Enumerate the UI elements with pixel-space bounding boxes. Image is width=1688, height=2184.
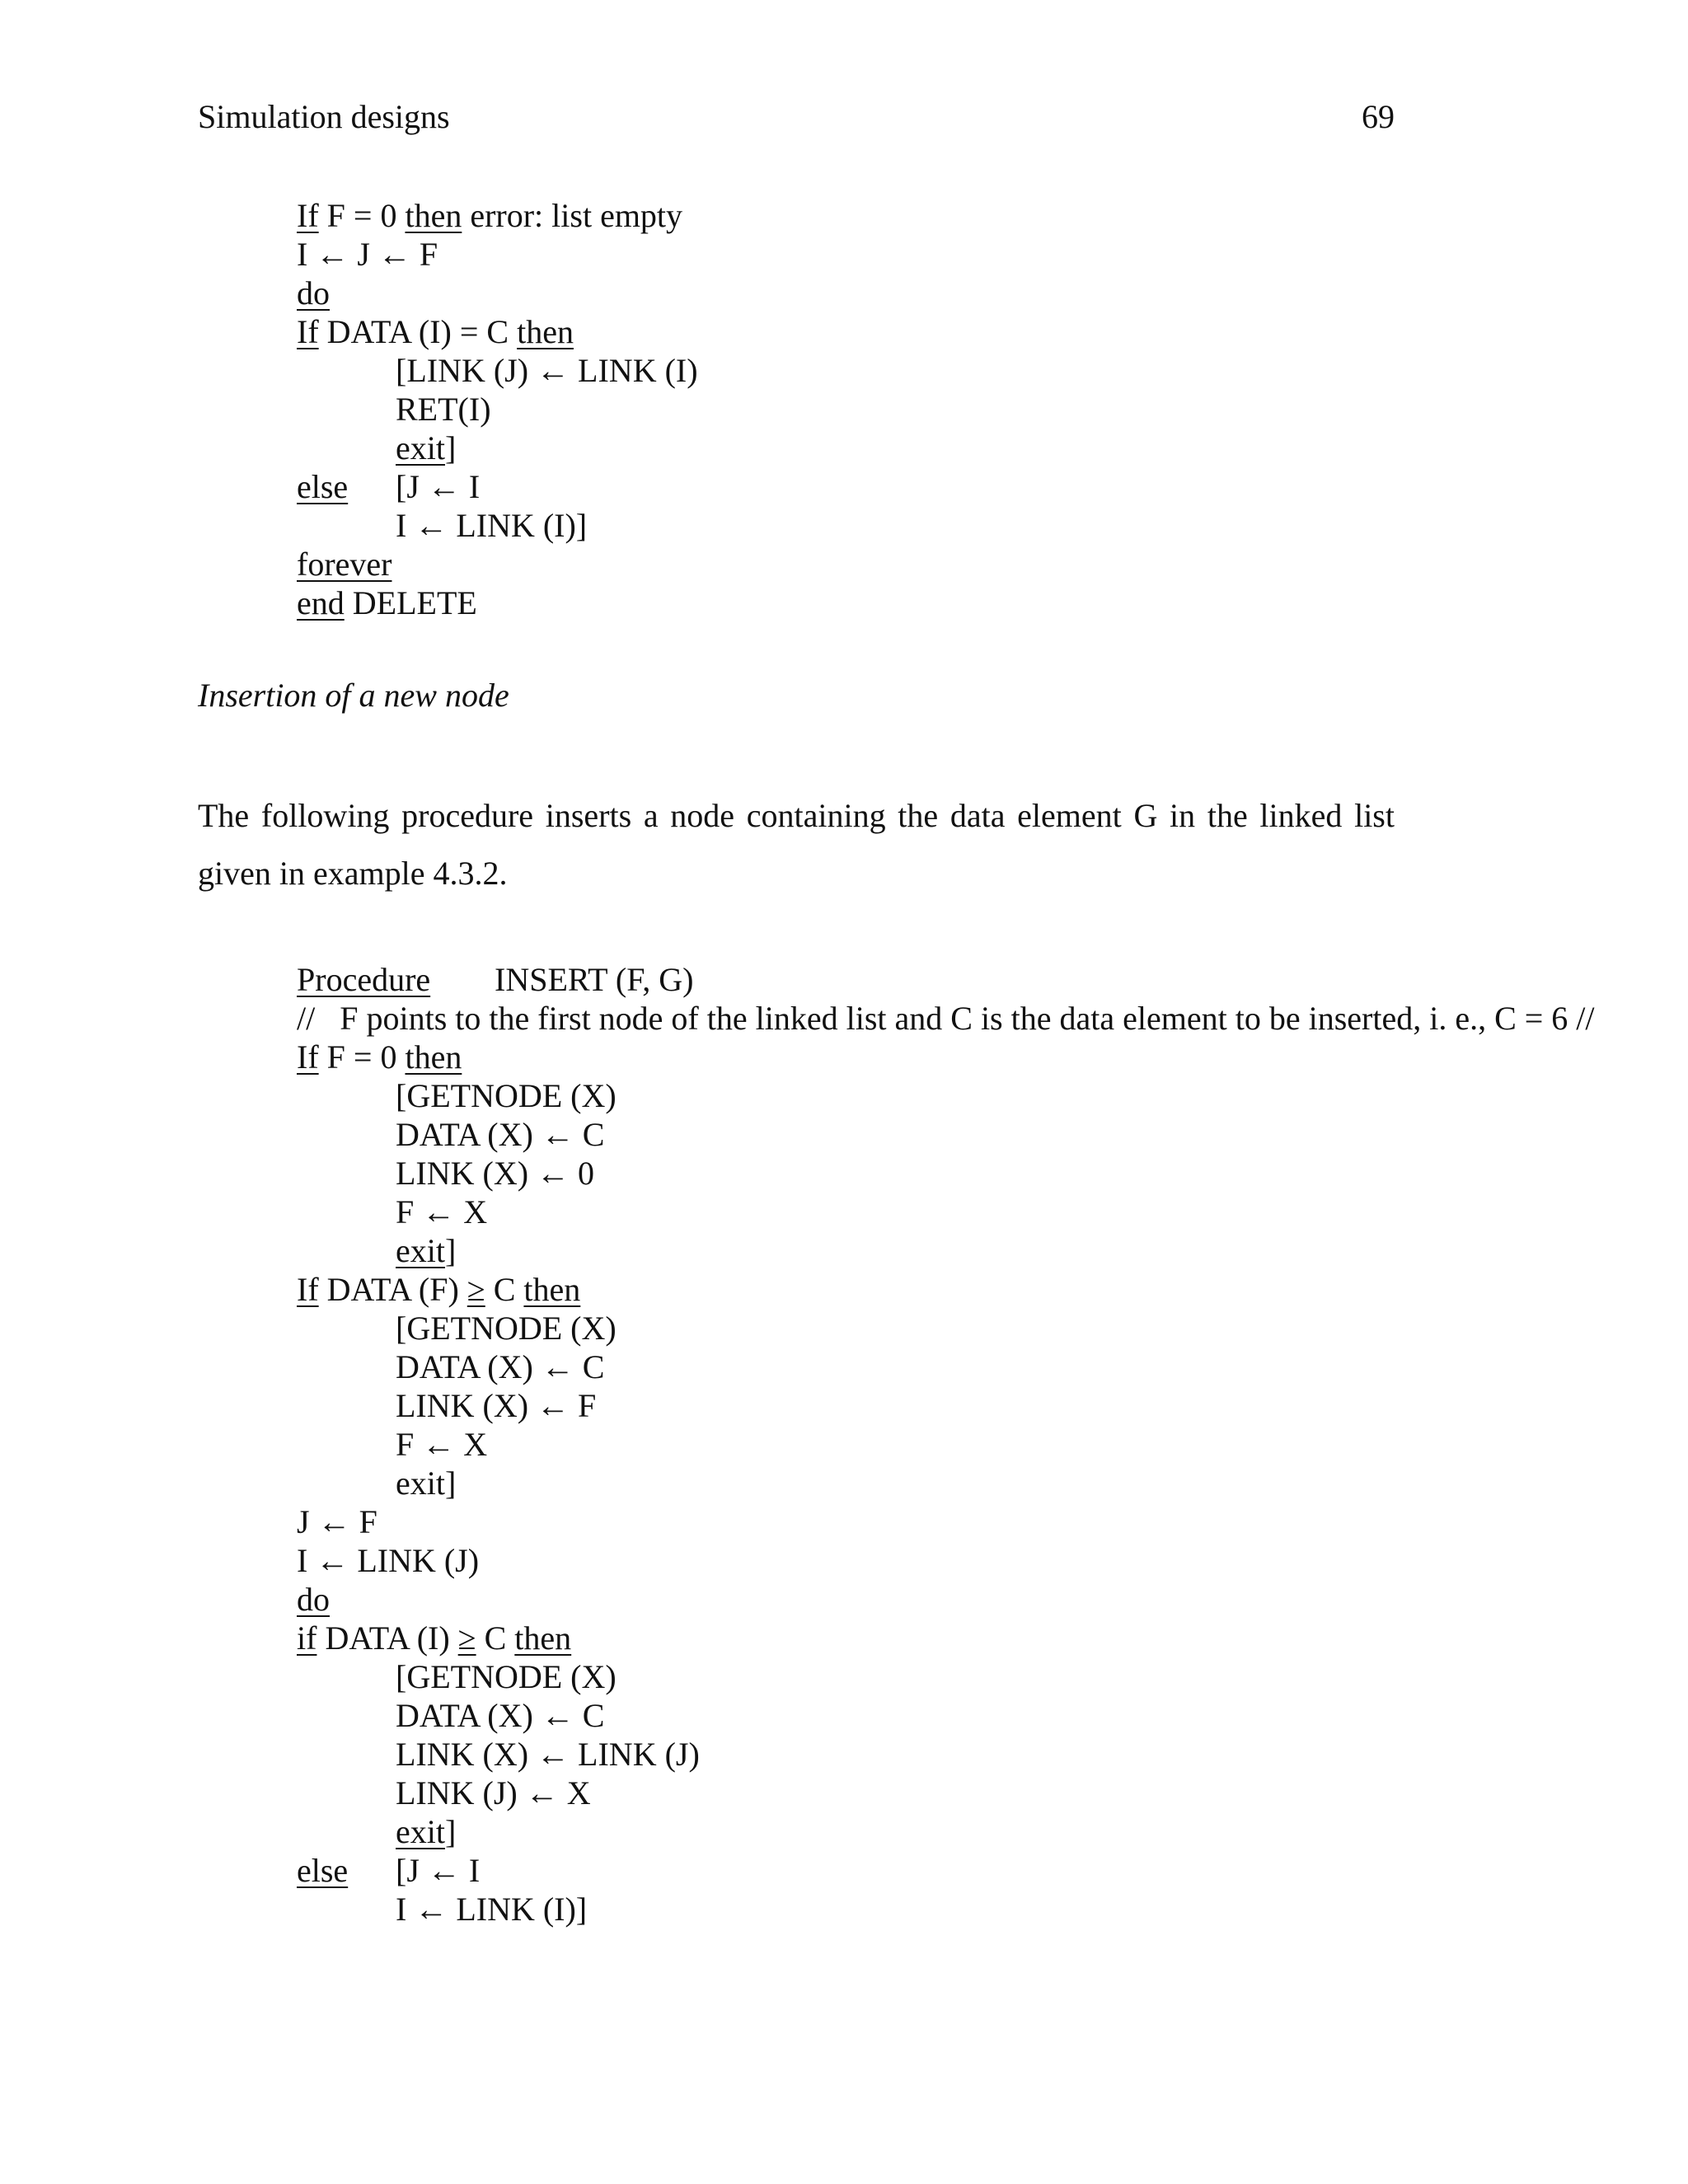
- keyword: exit: [396, 1813, 445, 1850]
- code-line: [297, 467, 698, 506]
- code-text: C: [485, 1271, 524, 1308]
- keyword: forever: [297, 546, 392, 583]
- keyword: then: [405, 1038, 462, 1076]
- code-line: [297, 545, 698, 583]
- section-heading: Insertion of a new node: [198, 677, 509, 714]
- code-line: I ← LINK (J): [297, 1542, 480, 1579]
- code-line: [297, 1812, 1395, 1851]
- code-line: F ← X: [396, 1426, 488, 1463]
- code-line: [GETNODE (X): [396, 1077, 617, 1114]
- code-text: DATA (I): [316, 1619, 458, 1657]
- code-text: DATA (F): [318, 1271, 467, 1308]
- code-line: LINK (J) ← X: [396, 1774, 591, 1811]
- code-line: [297, 1038, 1395, 1076]
- keyword: else: [297, 468, 349, 505]
- keyword: else: [297, 1852, 349, 1889]
- code-text: DATA (I) = C: [318, 313, 518, 350]
- code-line: LINK (X) ← LINK (J): [396, 1736, 700, 1773]
- code-line: [297, 960, 1395, 999]
- keyword: exit: [396, 429, 445, 466]
- code-line: [297, 429, 698, 467]
- code-line: [297, 1851, 1395, 1890]
- code-text: ]: [444, 1813, 457, 1850]
- code-text: [J ← I: [396, 468, 481, 505]
- keyword: If: [297, 313, 319, 350]
- code-line: LINK (X) ← F: [396, 1387, 597, 1424]
- code-line: DATA (X) ← C: [396, 1697, 605, 1734]
- code-line: [GETNODE (X): [396, 1658, 617, 1695]
- insert-procedure-code: [297, 960, 1595, 1929]
- keyword: If: [297, 197, 319, 234]
- code-line: [LINK (J) ← LINK (I): [396, 352, 698, 389]
- code-line: RET(I): [396, 391, 491, 428]
- keyword: then: [514, 1619, 572, 1657]
- code-line: [297, 1270, 1395, 1309]
- keyword: then: [405, 197, 462, 234]
- code-text: [J ← I: [396, 1852, 481, 1889]
- keyword: do: [297, 1581, 330, 1618]
- code-comment: // F points to the first node of the linked list and C is the data element to be inserted, i. e., C = 6 //: [297, 1000, 1595, 1037]
- keyword: do: [297, 274, 330, 312]
- page-header: [198, 97, 1395, 143]
- code-line: LINK (X) ← 0: [396, 1155, 595, 1192]
- code-line: DATA (X) ← C: [396, 1116, 605, 1153]
- keyword: end: [297, 584, 345, 621]
- keyword: then: [523, 1271, 581, 1308]
- page-number: 69: [1362, 98, 1395, 135]
- code-text: ]: [444, 429, 457, 466]
- code-text: INSERT (F, G): [495, 961, 694, 998]
- code-line: DATA (X) ← C: [396, 1348, 605, 1385]
- keyword: exit: [396, 1232, 445, 1269]
- code-text: C: [476, 1619, 515, 1657]
- keyword: if: [297, 1619, 317, 1657]
- code-line: I ← J ← F: [297, 236, 438, 273]
- body-paragraph: The following procedure inserts a node containing the data element G in the linked list given in example 4.3.2.: [198, 797, 1395, 892]
- code-line: [297, 1580, 1395, 1619]
- code-line: [297, 196, 698, 235]
- code-text: ]: [444, 1232, 457, 1269]
- code-text: F = 0: [318, 1038, 406, 1076]
- code-line: I ← LINK (I)]: [396, 1891, 588, 1928]
- operator: ≥: [457, 1619, 476, 1657]
- code-line: [GETNODE (X): [396, 1310, 617, 1347]
- code-line: [297, 583, 698, 622]
- code-line: exit]: [396, 1465, 457, 1502]
- operator: ≥: [467, 1271, 485, 1308]
- code-text: DELETE: [344, 584, 477, 621]
- code-line: [297, 274, 698, 312]
- code-line: J ← F: [297, 1503, 377, 1540]
- delete-procedure-code: [297, 196, 698, 622]
- keyword: If: [297, 1038, 319, 1076]
- keyword: Procedure: [297, 961, 431, 998]
- code-text: error: list empty: [462, 197, 683, 234]
- code-line: I ← LINK (I)]: [396, 507, 588, 544]
- running-title: Simulation designs: [198, 98, 450, 135]
- code-line: [297, 312, 698, 351]
- code-line: [297, 1619, 1395, 1657]
- keyword: then: [517, 313, 574, 350]
- code-line: [297, 1231, 1395, 1270]
- keyword: If: [297, 1271, 319, 1308]
- code-text: F = 0: [318, 197, 406, 234]
- code-line: F ← X: [396, 1193, 488, 1230]
